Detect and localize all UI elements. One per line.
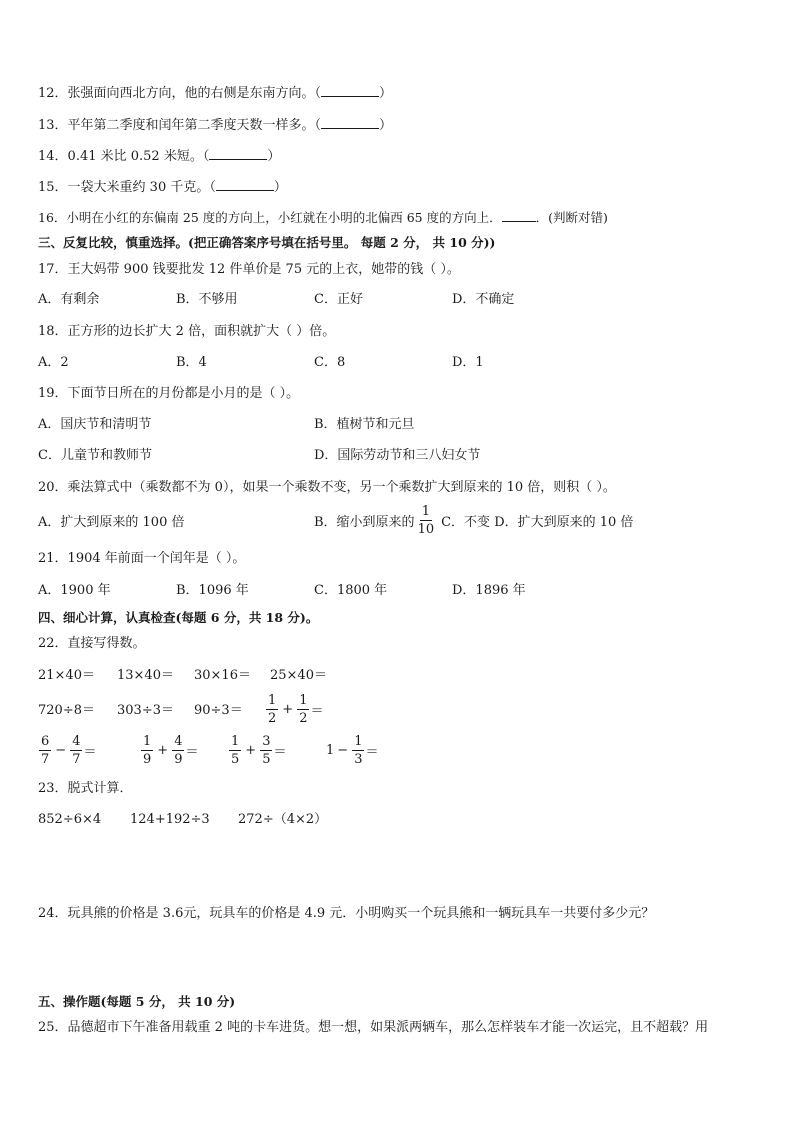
calc-item: 720÷8＝ bbox=[38, 703, 95, 718]
question-12: 12．张强面向西北方向，他的右侧是东南方向。（ ） bbox=[38, 86, 393, 101]
question-19: 19．下面节日所在的月份都是小月的是（ ）。 bbox=[38, 386, 300, 401]
option-21-a[interactable]: A．1900 年 bbox=[38, 583, 111, 598]
calc-item: 30×16＝ bbox=[194, 668, 251, 683]
question-15: 15．一袋大米重约 30 千克。（ ） bbox=[38, 180, 287, 195]
calc-item: 13×40＝ bbox=[117, 668, 174, 683]
option-17-b[interactable]: B．不够用 bbox=[176, 292, 238, 307]
calc-item: 303÷3＝ bbox=[117, 703, 174, 718]
option-20-a[interactable]: A．扩大到原来的 100 倍 bbox=[38, 515, 185, 530]
calc-item: 25×40＝ bbox=[270, 668, 327, 683]
calc-fraction-item: $\frac{1}{9}$ + $\frac{4}{9}$ ＝ bbox=[143, 734, 199, 767]
option-21-c[interactable]: C．1800 年 bbox=[314, 583, 388, 598]
option-21-b[interactable]: B．1096 年 bbox=[176, 583, 249, 598]
calc-item: 852÷6×4 bbox=[38, 812, 102, 827]
question-24: 24．玩具熊的价格是 3.6元，玩具车的价格是 4.9 元．小明购买一个玩具熊和一辆玩具车一共要付多少元？ bbox=[38, 906, 655, 921]
calc-fraction-item: $\frac{1}{5}$ + $\frac{3}{5}$ ＝ bbox=[231, 734, 287, 767]
option-19-b[interactable]: B．植树节和元旦 bbox=[314, 417, 415, 432]
answer-blank[interactable] bbox=[502, 209, 536, 222]
option-20-cd[interactable]: C．不变 D．扩大到原来的 10 倍 bbox=[441, 515, 634, 530]
question-13: 13．平年第二季度和闰年第二季度天数一样多。（ ） bbox=[38, 118, 393, 133]
question-17: 17．王大妈带 900 钱要批发 12 件单价是 75 元的上衣，她带的钱（ ）。 bbox=[38, 262, 460, 277]
option-19-c[interactable]: C．儿童节和教师节 bbox=[38, 448, 152, 463]
calc-item: 21×40＝ bbox=[38, 668, 95, 683]
calc-fraction-item: $\frac{6}{7}$ − $\frac{4}{7}$ ＝ bbox=[41, 734, 97, 767]
answer-blank[interactable] bbox=[321, 84, 379, 97]
option-20-b[interactable]: B．缩小到原来的 $\frac{1}{10}$ C．不变 D．扩大到原来的 10 倍 bbox=[314, 504, 634, 537]
option-18-a[interactable]: A．2 bbox=[38, 355, 69, 370]
calc-item: 124+192÷3 bbox=[130, 812, 210, 827]
fraction: $\frac{1}{10}$ bbox=[417, 504, 435, 537]
question-25: 25．品德超市下午准备用载重 2 吨的卡车进货。想一想，如果派两辆车，那么怎样装车才能一次运完，且不超载？用 bbox=[38, 1020, 709, 1035]
calc-fraction-item: $\frac{1}{2}$ + $\frac{1}{2}$ ＝ bbox=[268, 693, 324, 726]
section-4-heading: 四、细心计算，认真检查(每题 6 分，共 18 分)。 bbox=[38, 610, 319, 625]
option-18-d[interactable]: D．1 bbox=[452, 355, 484, 370]
question-18: 18．正方形的边长扩大 2 倍，面积就扩大（ ）倍。 bbox=[38, 324, 336, 339]
calc-item: 272÷（4×2） bbox=[238, 812, 328, 827]
option-19-d[interactable]: D．国际劳动节和三八妇女节 bbox=[314, 448, 481, 463]
option-17-d[interactable]: D．不确定 bbox=[452, 292, 515, 307]
calc-fraction-item: 1 − $\frac{1}{3}$ ＝ bbox=[326, 734, 379, 767]
question-22: 22．直接写得数。 bbox=[38, 636, 146, 651]
question-16: 16．小明在小红的东偏南 25 度的方向上，小红就在小明的北偏西 65 度的方向上． ．(判断对错) bbox=[38, 210, 608, 225]
question-21: 21．1904 年前面一个闰年是（ ）。 bbox=[38, 551, 246, 566]
section-3-heading: 三、反复比较，慎重选择。(把正确答案序号填在括号里。 每题 2 分， 共 10 分)) bbox=[38, 235, 496, 250]
option-18-b[interactable]: B．4 bbox=[176, 355, 207, 370]
question-14: 14．0.41 米比 0.52 米短。（ ） bbox=[38, 149, 281, 164]
question-23: 23．脱式计算． bbox=[38, 781, 133, 796]
question-20: 20．乘法算式中（乘数都不为 0），如果一个乘数不变，另一个乘数扩大到原来的 10 倍，则积（ ）。 bbox=[38, 480, 616, 495]
section-5-heading: 五、操作题(每题 5 分， 共 10 分) bbox=[38, 994, 236, 1009]
option-21-d[interactable]: D．1896 年 bbox=[452, 583, 526, 598]
option-17-a[interactable]: A．有剩余 bbox=[38, 292, 100, 307]
option-19-a[interactable]: A．国庆节和清明节 bbox=[38, 417, 152, 432]
calc-item: 90÷3＝ bbox=[194, 703, 243, 718]
option-18-c[interactable]: C．8 bbox=[314, 355, 346, 370]
answer-blank[interactable] bbox=[216, 178, 274, 191]
answer-blank[interactable] bbox=[209, 147, 267, 160]
answer-blank[interactable] bbox=[321, 116, 379, 129]
option-17-c[interactable]: C．正好 bbox=[314, 292, 363, 307]
